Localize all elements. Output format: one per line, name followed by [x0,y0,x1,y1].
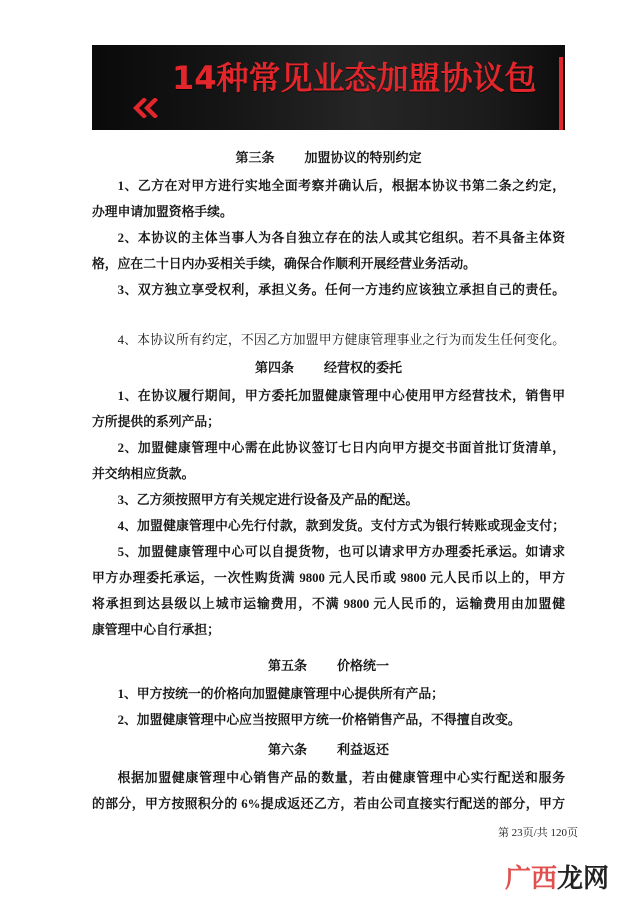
watermark-part-1: 广西 [505,864,558,894]
paragraph [92,707,565,733]
paragraph [92,173,565,225]
paragraph-line: 1、乙方在对甲方进行实地全面考察并确认后，根据本协议书第二条之约定， [117,179,565,193]
title-banner [92,45,565,130]
paragraph-line: 将承担到达县级以上城市运输费用，不满 9800 元人民币的，运输费用由加盟健 [92,597,565,611]
site-watermark [505,864,609,894]
article-section [92,651,565,733]
paragraph [92,383,565,435]
paragraph-line: 甲方办理委托承运，一次性购货满 9800 元人民币或 9800 元人民币以上的，甲方 [92,571,565,585]
article-title: 加盟协议的特别约定 [304,150,422,165]
paragraph-line: 5、加盟健康管理中心可以自提货物，也可以请求甲方办理委托承运。如请求 [117,545,565,559]
article-number: 第五条 [267,658,307,673]
banner-accent-bar [559,57,563,130]
paragraph-line: 方所提供的系列产品； [92,415,220,429]
paragraph [92,277,565,303]
article-title: 经营权的委托 [324,360,403,375]
paragraph-line: 3、乙方须按照甲方有关规定进行设备及产品的配送。 [117,493,419,507]
article-section [92,733,565,817]
article-section [92,353,565,651]
article-heading [92,651,565,681]
paragraph-line: 2、加盟健康管理中心需在此协议签订七日内向甲方提交书面首批订货清单， [117,441,565,455]
paragraph [92,435,565,487]
paragraph [92,539,565,643]
paragraph [92,765,565,817]
paragraph-line: 1、甲方按统一的价格向加盟健康管理中心提供所有产品； [117,687,444,701]
article-heading [92,735,565,765]
document-body [92,143,565,817]
paragraph-line: 2、本协议的主体当事人为各自独立存在的法人或其它组织。若不具备主体资 [117,231,565,245]
paragraph-line: 办理申请加盟资格手续。 [92,205,233,219]
paragraph [92,513,565,539]
paragraph-line: 1、在协议履行期间，甲方委托加盟健康管理中心使用甲方经营技术，销售甲 [117,389,565,403]
paragraph-line: 康管理中心自行承担； [92,623,220,637]
paragraph-line: 2、加盟健康管理中心应当按照甲方统一价格销售产品，不得擅自改变。 [117,713,521,727]
paragraph [92,327,565,353]
article-number: 第六条 [267,742,307,757]
paragraph-line: 4、加盟健康管理中心先行付款，款到发货。支付方式为银行转账或现金支付； [117,519,565,533]
article-number: 第三条 [235,150,275,165]
article-section [92,143,565,353]
paragraph-line: 3、双方独立享受权利，承担义务。任何一方违约应该独立承担自己的责任。 [117,283,565,297]
paragraph [92,487,565,513]
paragraph [92,225,565,277]
paragraph-line: 并交纳相应货款。 [92,467,195,481]
article-heading [92,143,565,173]
paragraph [92,681,565,707]
watermark-part-2: 龙网 [557,864,610,894]
paragraph-spacer [92,303,565,327]
paragraph-line: 4、本协议所有约定，不因乙方加盟甲方健康管理事业之行为而发生任何变化。 [117,333,565,347]
article-title: 价格统一 [337,658,390,673]
double-chevron-left-icon [130,98,160,118]
article-title: 利益返还 [337,742,390,757]
article-number: 第四条 [254,360,294,375]
paragraph-line: 的部分，甲方按照积分的 6%提成返还乙方，若由公司直接实行配送的部分，甲方 [92,797,565,811]
page-number: 第 23页/共 120页 [497,827,578,839]
paragraph-spacer [92,643,565,651]
article-heading [92,353,565,383]
banner-title: 14种常见业态加盟协议包 [172,59,537,97]
paragraph-line: 格，应在二十日内办妥相关手续，确保合作顺利开展经营业务活动。 [92,257,476,271]
paragraph-line: 根据加盟健康管理中心销售产品的数量，若由健康管理中心实行配送和服务 [117,771,565,785]
